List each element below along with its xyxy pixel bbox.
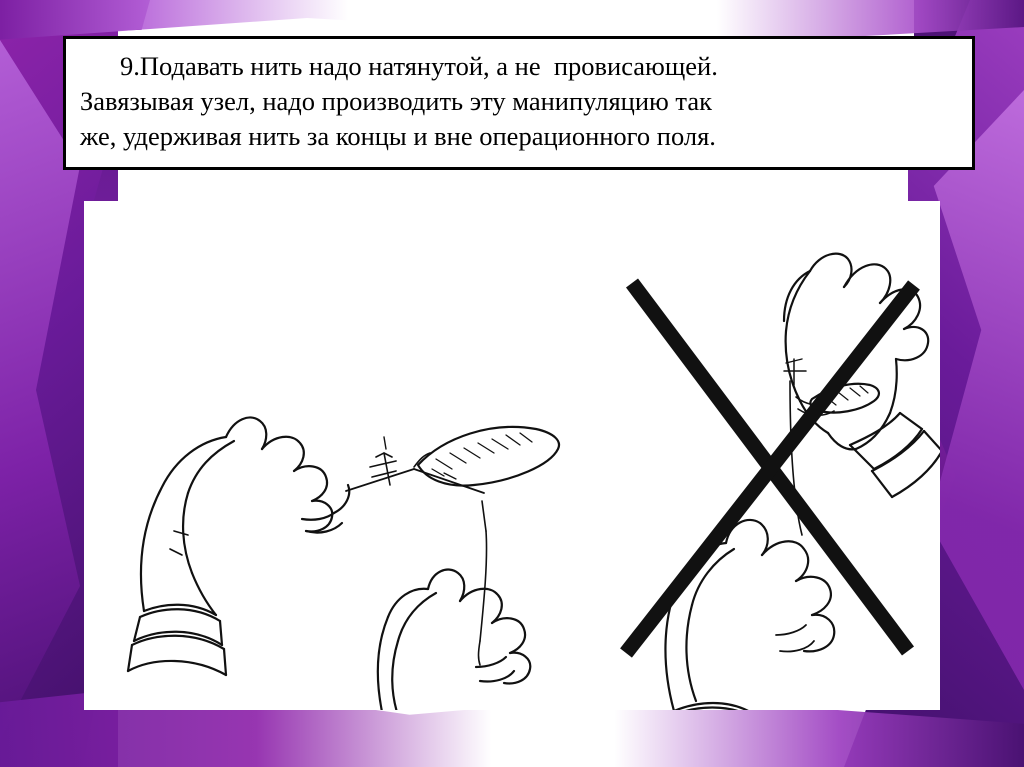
title-line-3: же, удерживая нить за концы и вне операционного поля.: [80, 121, 716, 152]
illustration-figure: [84, 201, 940, 710]
title-box: [63, 36, 975, 170]
title-line-1: 9.Подавать нить надо натянутой, а не провисающей.: [120, 51, 718, 81]
illustration-svg: [84, 201, 940, 710]
title-line-2: Завязывая узел, надо производить эту манипуляцию так: [80, 86, 712, 117]
